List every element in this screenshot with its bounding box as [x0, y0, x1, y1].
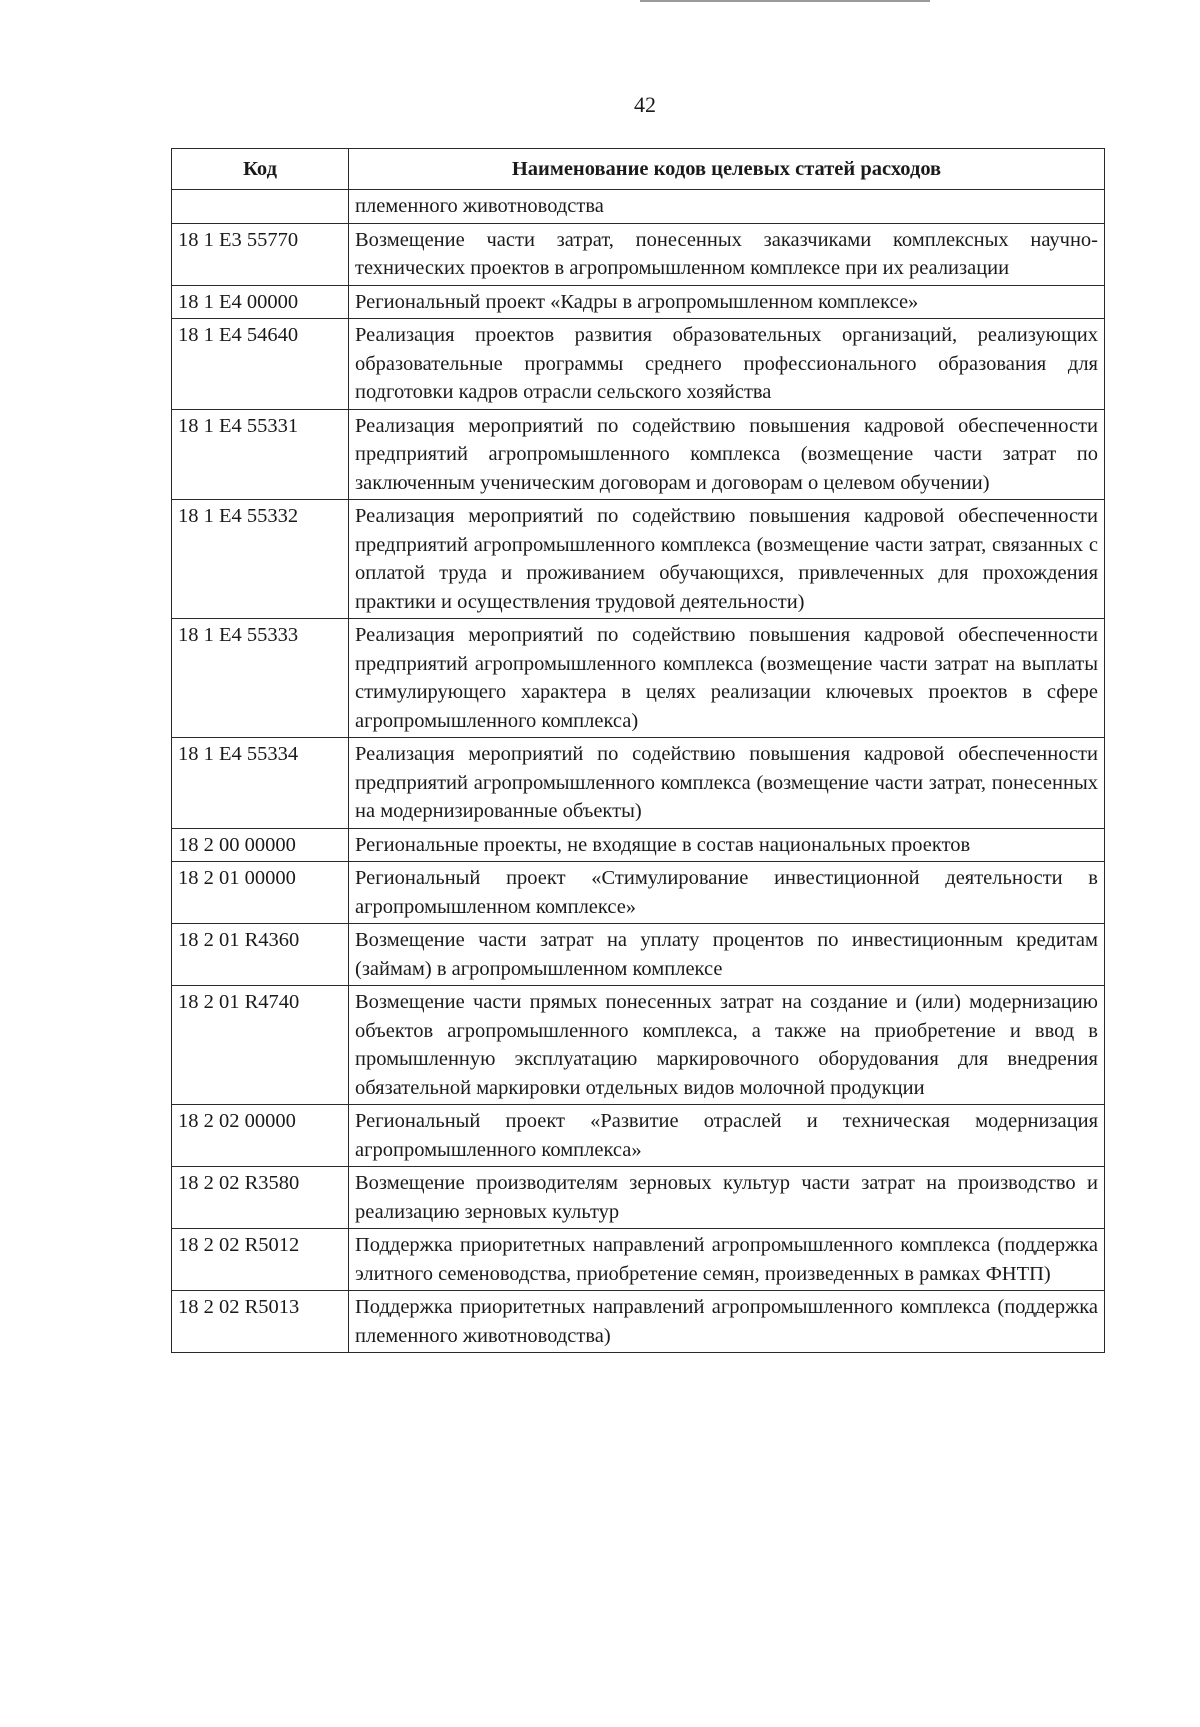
table-row — [172, 1291, 1105, 1353]
row-code: 18 2 02 R5013 — [172, 1291, 349, 1353]
row-code — [172, 190, 349, 224]
row-code: 18 1 E4 00000 — [172, 285, 349, 319]
row-code: 18 1 E3 55770 — [172, 223, 349, 285]
row-name: Реализация проектов развития образовательных организаций, реализующих образовательные программы среднего профессионального образования для подготовки кадров отрасли сельского хозяйства — [349, 319, 1105, 410]
row-code: 18 2 01 R4740 — [172, 986, 349, 1105]
row-code: 18 1 E4 55333 — [172, 619, 349, 738]
row-code: 18 2 02 R5012 — [172, 1229, 349, 1291]
row-code: 18 1 E4 55334 — [172, 738, 349, 829]
table-row — [172, 1105, 1105, 1167]
row-code: 18 2 02 00000 — [172, 1105, 349, 1167]
row-name: Реализация мероприятий по содействию повышения кадровой обеспеченности предприятий агропромышленного комплекса (возмещение части затрат на выплаты стимулирующего характера в целях реализации ключевых проектов в сфере агропромышленного комплекса) — [349, 619, 1105, 738]
table-row — [172, 738, 1105, 829]
header-code: Код — [172, 149, 349, 190]
row-name: Реализация мероприятий по содействию повышения кадровой обеспеченности предприятий агропромышленного комплекса (возмещение части затрат по заключенным ученическим договорам и договорам о целевом обучении) — [349, 409, 1105, 500]
row-name: Возмещение производителям зерновых культур части затрат на производство и реализацию зерновых культур — [349, 1167, 1105, 1229]
table-row — [172, 500, 1105, 619]
row-name: Поддержка приоритетных направлений агропромышленного комплекса (поддержка элитного семеноводства, приобретение семян, произведенных в рамках ФНТП) — [349, 1229, 1105, 1291]
table-row — [172, 828, 1105, 862]
row-name: Возмещение части затрат, понесенных заказчиками комплексных научно-технических проектов в агропромышленном комплексе при их реализации — [349, 223, 1105, 285]
row-code: 18 2 01 00000 — [172, 862, 349, 924]
row-code: 18 2 01 R4360 — [172, 924, 349, 986]
row-code: 18 2 02 R3580 — [172, 1167, 349, 1229]
row-name: Возмещение части затрат на уплату процентов по инвестиционным кредитам (займам) в агропромышленном комплексе — [349, 924, 1105, 986]
table-row — [172, 223, 1105, 285]
row-code: 18 1 E4 55332 — [172, 500, 349, 619]
page-number: 42 — [634, 92, 656, 117]
row-name: Возмещение части прямых понесенных затрат на создание и (или) модернизацию объектов агропромышленного комплекса, а также на приобретение и ввод в промышленную эксплуатацию маркировочного оборудования для внедрения обязательной маркировки отдельных видов молочной продукции — [349, 986, 1105, 1105]
table-header-row — [172, 149, 1105, 190]
header-name: Наименование кодов целевых статей расходов — [349, 149, 1105, 190]
row-code: 18 1 E4 54640 — [172, 319, 349, 410]
table-row — [172, 285, 1105, 319]
table-row — [172, 190, 1105, 224]
scan-edge-line — [640, 0, 930, 2]
table-row — [172, 1229, 1105, 1291]
row-name: Региональный проект «Стимулирование инвестиционной деятельности в агропромышленном комплексе» — [349, 862, 1105, 924]
table-row — [172, 319, 1105, 410]
expense-codes-table — [171, 148, 1105, 1353]
row-name: племенного животноводства — [349, 190, 1105, 224]
row-name: Реализация мероприятий по содействию повышения кадровой обеспеченности предприятий агропромышленного комплекса (возмещение части затрат, связанных с оплатой труда и проживанием обучающихся, привлеченных для прохождения практики и осуществления трудовой деятельности) — [349, 500, 1105, 619]
table-row — [172, 862, 1105, 924]
row-name: Региональный проект «Кадры в агропромышленном комплексе» — [349, 285, 1105, 319]
table-row — [172, 1167, 1105, 1229]
table-row — [172, 619, 1105, 738]
row-name: Региональные проекты, не входящие в состав национальных проектов — [349, 828, 1105, 862]
row-name: Региональный проект «Развитие отраслей и техническая модернизация агропромышленного комплекса» — [349, 1105, 1105, 1167]
row-name: Реализация мероприятий по содействию повышения кадровой обеспеченности предприятий агропромышленного комплекса (возмещение части затрат, понесенных на модернизированные объекты) — [349, 738, 1105, 829]
row-code: 18 2 00 00000 — [172, 828, 349, 862]
row-code: 18 1 E4 55331 — [172, 409, 349, 500]
row-name: Поддержка приоритетных направлений агропромышленного комплекса (поддержка племенного животноводства) — [349, 1291, 1105, 1353]
table-row — [172, 924, 1105, 986]
table-row — [172, 986, 1105, 1105]
table-row — [172, 409, 1105, 500]
